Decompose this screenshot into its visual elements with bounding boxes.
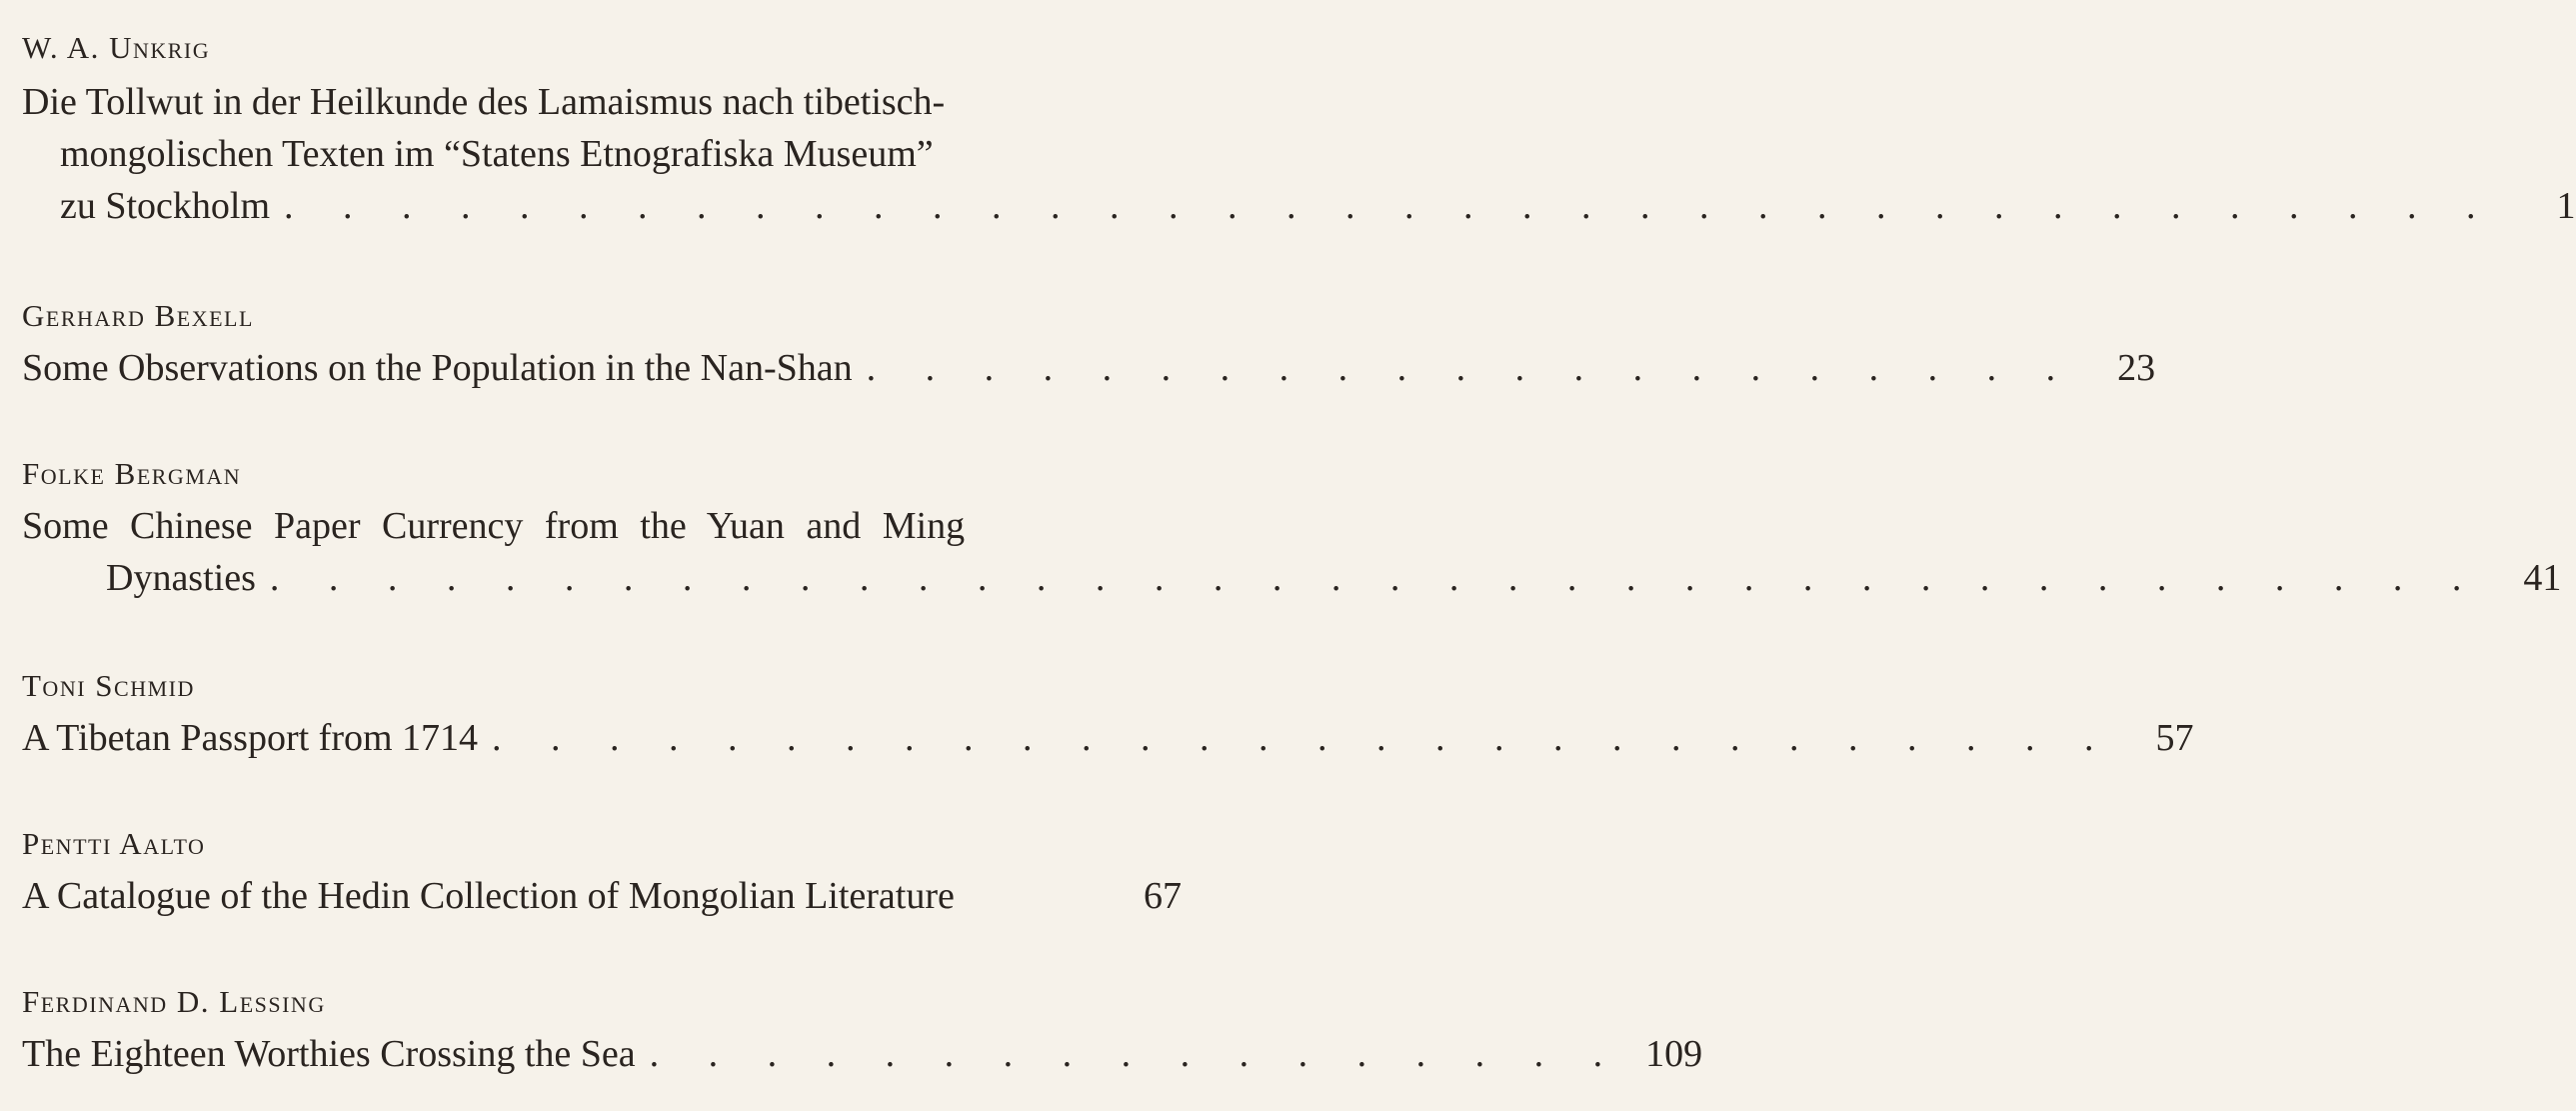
toc-entry bbox=[22, 28, 2576, 232]
toc-entry bbox=[22, 982, 1703, 1080]
entry-author: Ferdinand D. Lessing bbox=[22, 984, 326, 1019]
leader-dots: . . . . . . . . . . . . . . . . . . . . . . . . . . . . . . . . . . . . . . bbox=[284, 185, 2496, 227]
entry-author: Pentti Aalto bbox=[22, 826, 206, 861]
toc-entry bbox=[22, 454, 2562, 604]
entry-title-text: A Catalogue of the Hedin Collection of Mongolian Literature bbox=[22, 875, 955, 917]
entry-title-text: A Tibetan Passport from 1714 bbox=[22, 717, 479, 759]
toc-entry bbox=[22, 296, 2156, 394]
entry-title-last-line bbox=[22, 870, 1182, 922]
entry-title-last-line bbox=[22, 342, 2156, 394]
entry-title-last-line bbox=[22, 552, 2562, 604]
leader-dots: . . . . . . . . . . . . . . . . . . . . . . . . . . . . . . . . . . . . . . bbox=[269, 557, 2482, 599]
entry-author: Gerhard Bexell bbox=[22, 298, 254, 333]
entry-page-number: 23 bbox=[2117, 347, 2156, 389]
entry-title-text: zu Stockholm bbox=[60, 185, 271, 227]
entry-title-text: The Eighteen Worthies Crossing the Sea bbox=[22, 1033, 636, 1075]
entry-title-line: Die Tollwut in der Heilkunde des Lamaismus nach tibetisch- bbox=[22, 81, 946, 123]
entry-title-line: Some Chinese Paper Currency from the Yuan and Ming bbox=[22, 505, 966, 547]
leader-dots: . . . . . . . . . . . . . . . . . . . . . . . . . . . . bbox=[492, 717, 2114, 759]
toc-entry bbox=[22, 824, 1182, 922]
entry-author: Folke Bergman bbox=[22, 456, 242, 491]
leader-dots: . . . . . . . . . . . . . . . . . bbox=[649, 1033, 1623, 1075]
entry-page-number: 1 bbox=[2556, 185, 2576, 227]
entry-page-number: 67 bbox=[1144, 875, 1182, 917]
toc-entry bbox=[22, 666, 2194, 764]
entry-title-last-line bbox=[22, 1028, 1703, 1080]
entry-title-text: Some Observations on the Population in the Nan-Shan bbox=[22, 347, 853, 389]
entry-title-last-line bbox=[22, 180, 2576, 232]
entry-author: W. A. Unkrig bbox=[22, 30, 211, 65]
entry-page-number: 57 bbox=[2155, 717, 2194, 759]
entry-author: Toni Schmid bbox=[22, 668, 195, 703]
entry-title-text: Dynasties bbox=[106, 557, 256, 599]
entry-title-line: mongolischen Texten im “Statens Etnografiska Museum” bbox=[60, 133, 934, 175]
entry-page-number: 109 bbox=[1645, 1033, 1703, 1075]
entry-title-last-line bbox=[22, 712, 2194, 764]
leader-dots: . . . . . . . . . . . . . . . . . . . . . bbox=[866, 347, 2076, 389]
entry-page-number: 41 bbox=[2523, 557, 2562, 599]
